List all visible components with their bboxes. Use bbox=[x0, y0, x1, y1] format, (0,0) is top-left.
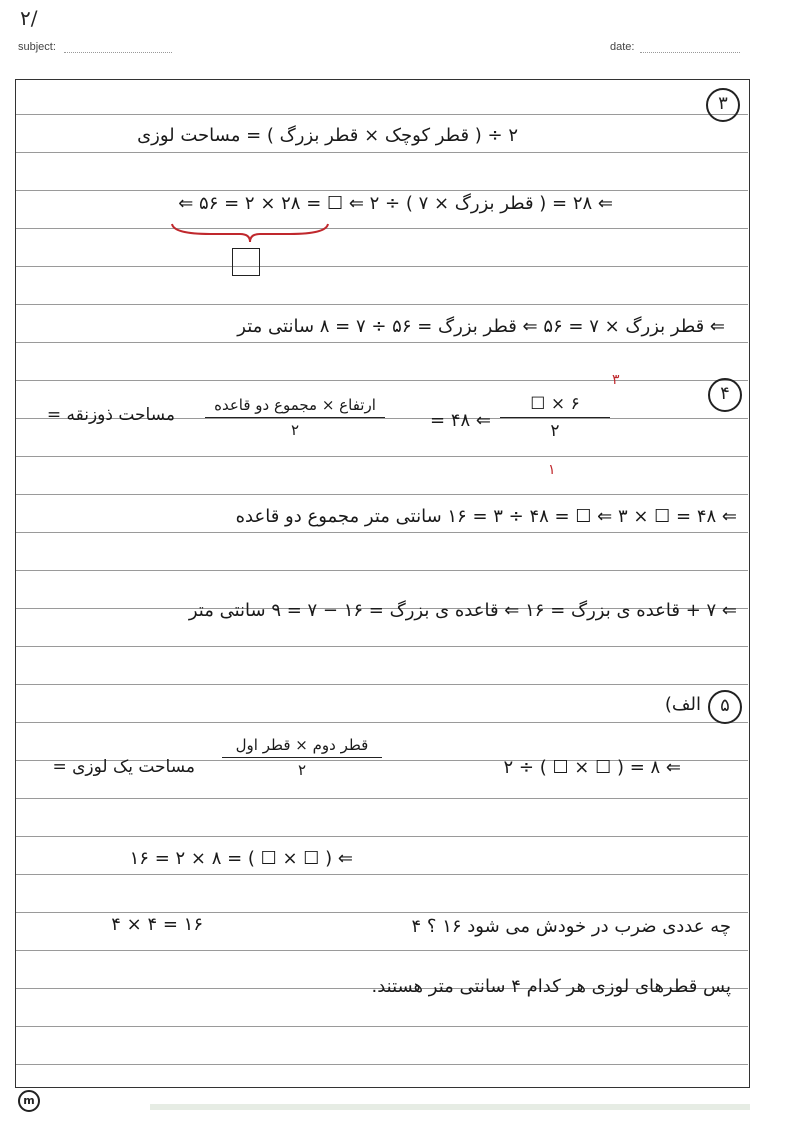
problem-3-line-2: ⇐ ۲۸ = ( قطر بزرگ × ۷ ) ÷ ۲ ⇐ ☐ = ۲۸ × ۲ = ۵۶ ⇐ bbox=[178, 193, 613, 214]
problem-4-fraction-left-top: ارتفاع × مجموع دو قاعده bbox=[214, 396, 376, 414]
problem-5-area-label: مساحت یک لوزی = bbox=[52, 757, 195, 777]
problem-5-fraction bbox=[222, 736, 382, 779]
problem-4-number: ۴ bbox=[708, 378, 742, 412]
underbrace bbox=[170, 222, 330, 244]
problem-4-line-2: ⇐ ۷ + قاعده ی بزرگ = ۱۶ ⇐ قاعده ی بزرگ = ۱۶ − ۷ = ۹ سانتی متر bbox=[188, 600, 737, 621]
problem-3-number: ۳ bbox=[706, 88, 740, 122]
problem-4-fraction-right-bottom: ۲ bbox=[550, 421, 560, 441]
footer-strip bbox=[150, 1104, 750, 1110]
problem-4-line-1: ⇐ ۴۸ = ☐ × ۳ ⇐ ☐ = ۴۸ ÷ ۳ = ۱۶ سانتی متر مجموع دو قاعده bbox=[235, 506, 737, 527]
problem-5-fraction-bottom: ۲ bbox=[297, 761, 307, 779]
problem-5-line-2: ۴ × ۴ = ۱۶ bbox=[111, 914, 203, 935]
problem-4-eq-right: ⇐ ۴۸ = bbox=[430, 410, 491, 431]
underbrace-box bbox=[232, 248, 260, 276]
subject-label: subject: bbox=[18, 41, 56, 53]
date-underline bbox=[640, 52, 740, 53]
cancel-top-value: ۳ bbox=[612, 372, 620, 388]
problem-5-line-4: پس قطرهای لوزی هر کدام ۴ سانتی متر هستند. bbox=[371, 976, 731, 997]
problem-5-number: ۵ bbox=[708, 690, 742, 724]
problem-4-area-label: مساحت ذوزنقه = bbox=[46, 405, 175, 425]
problem-4-fraction-left bbox=[205, 396, 385, 439]
problem-5-eq-right: ⇐ ۸ = ( ☐ × ☐ ) ÷ ۲ bbox=[503, 757, 681, 778]
problem-4-fraction-right-top: ☐ × ۶ bbox=[530, 394, 580, 414]
problem-3-line-3: ⇐ قطر بزرگ × ۷ = ۵۶ ⇐ قطر بزرگ = ۵۶ ÷ ۷ = ۸ سانتی متر bbox=[237, 316, 725, 337]
page-number: ۲/ bbox=[20, 6, 38, 30]
problem-3-line-1: ۲ ÷ ( قطر کوچک × قطر بزرگ ) = مساحت لوزی bbox=[137, 125, 518, 146]
publisher-logo-icon: m bbox=[18, 1090, 40, 1112]
problem-5-line-3: چه عددی ضرب در خودش می شود ۱۶ ؟ ۴ bbox=[411, 916, 731, 937]
cancel-bottom-value: ۱ bbox=[548, 462, 556, 478]
problem-5-part-label: الف) bbox=[664, 694, 701, 715]
subject-underline bbox=[64, 52, 172, 53]
problem-4-fraction-right bbox=[500, 394, 610, 441]
problem-5-fraction-top: قطر دوم × قطر اول bbox=[235, 736, 369, 754]
problem-5-line-1: ⇐ ( ☐ × ☐ ) = ۸ × ۲ = ۱۶ bbox=[129, 848, 353, 869]
date-label: date: bbox=[610, 41, 635, 53]
problem-4-fraction-left-bottom: ۲ bbox=[290, 421, 300, 439]
